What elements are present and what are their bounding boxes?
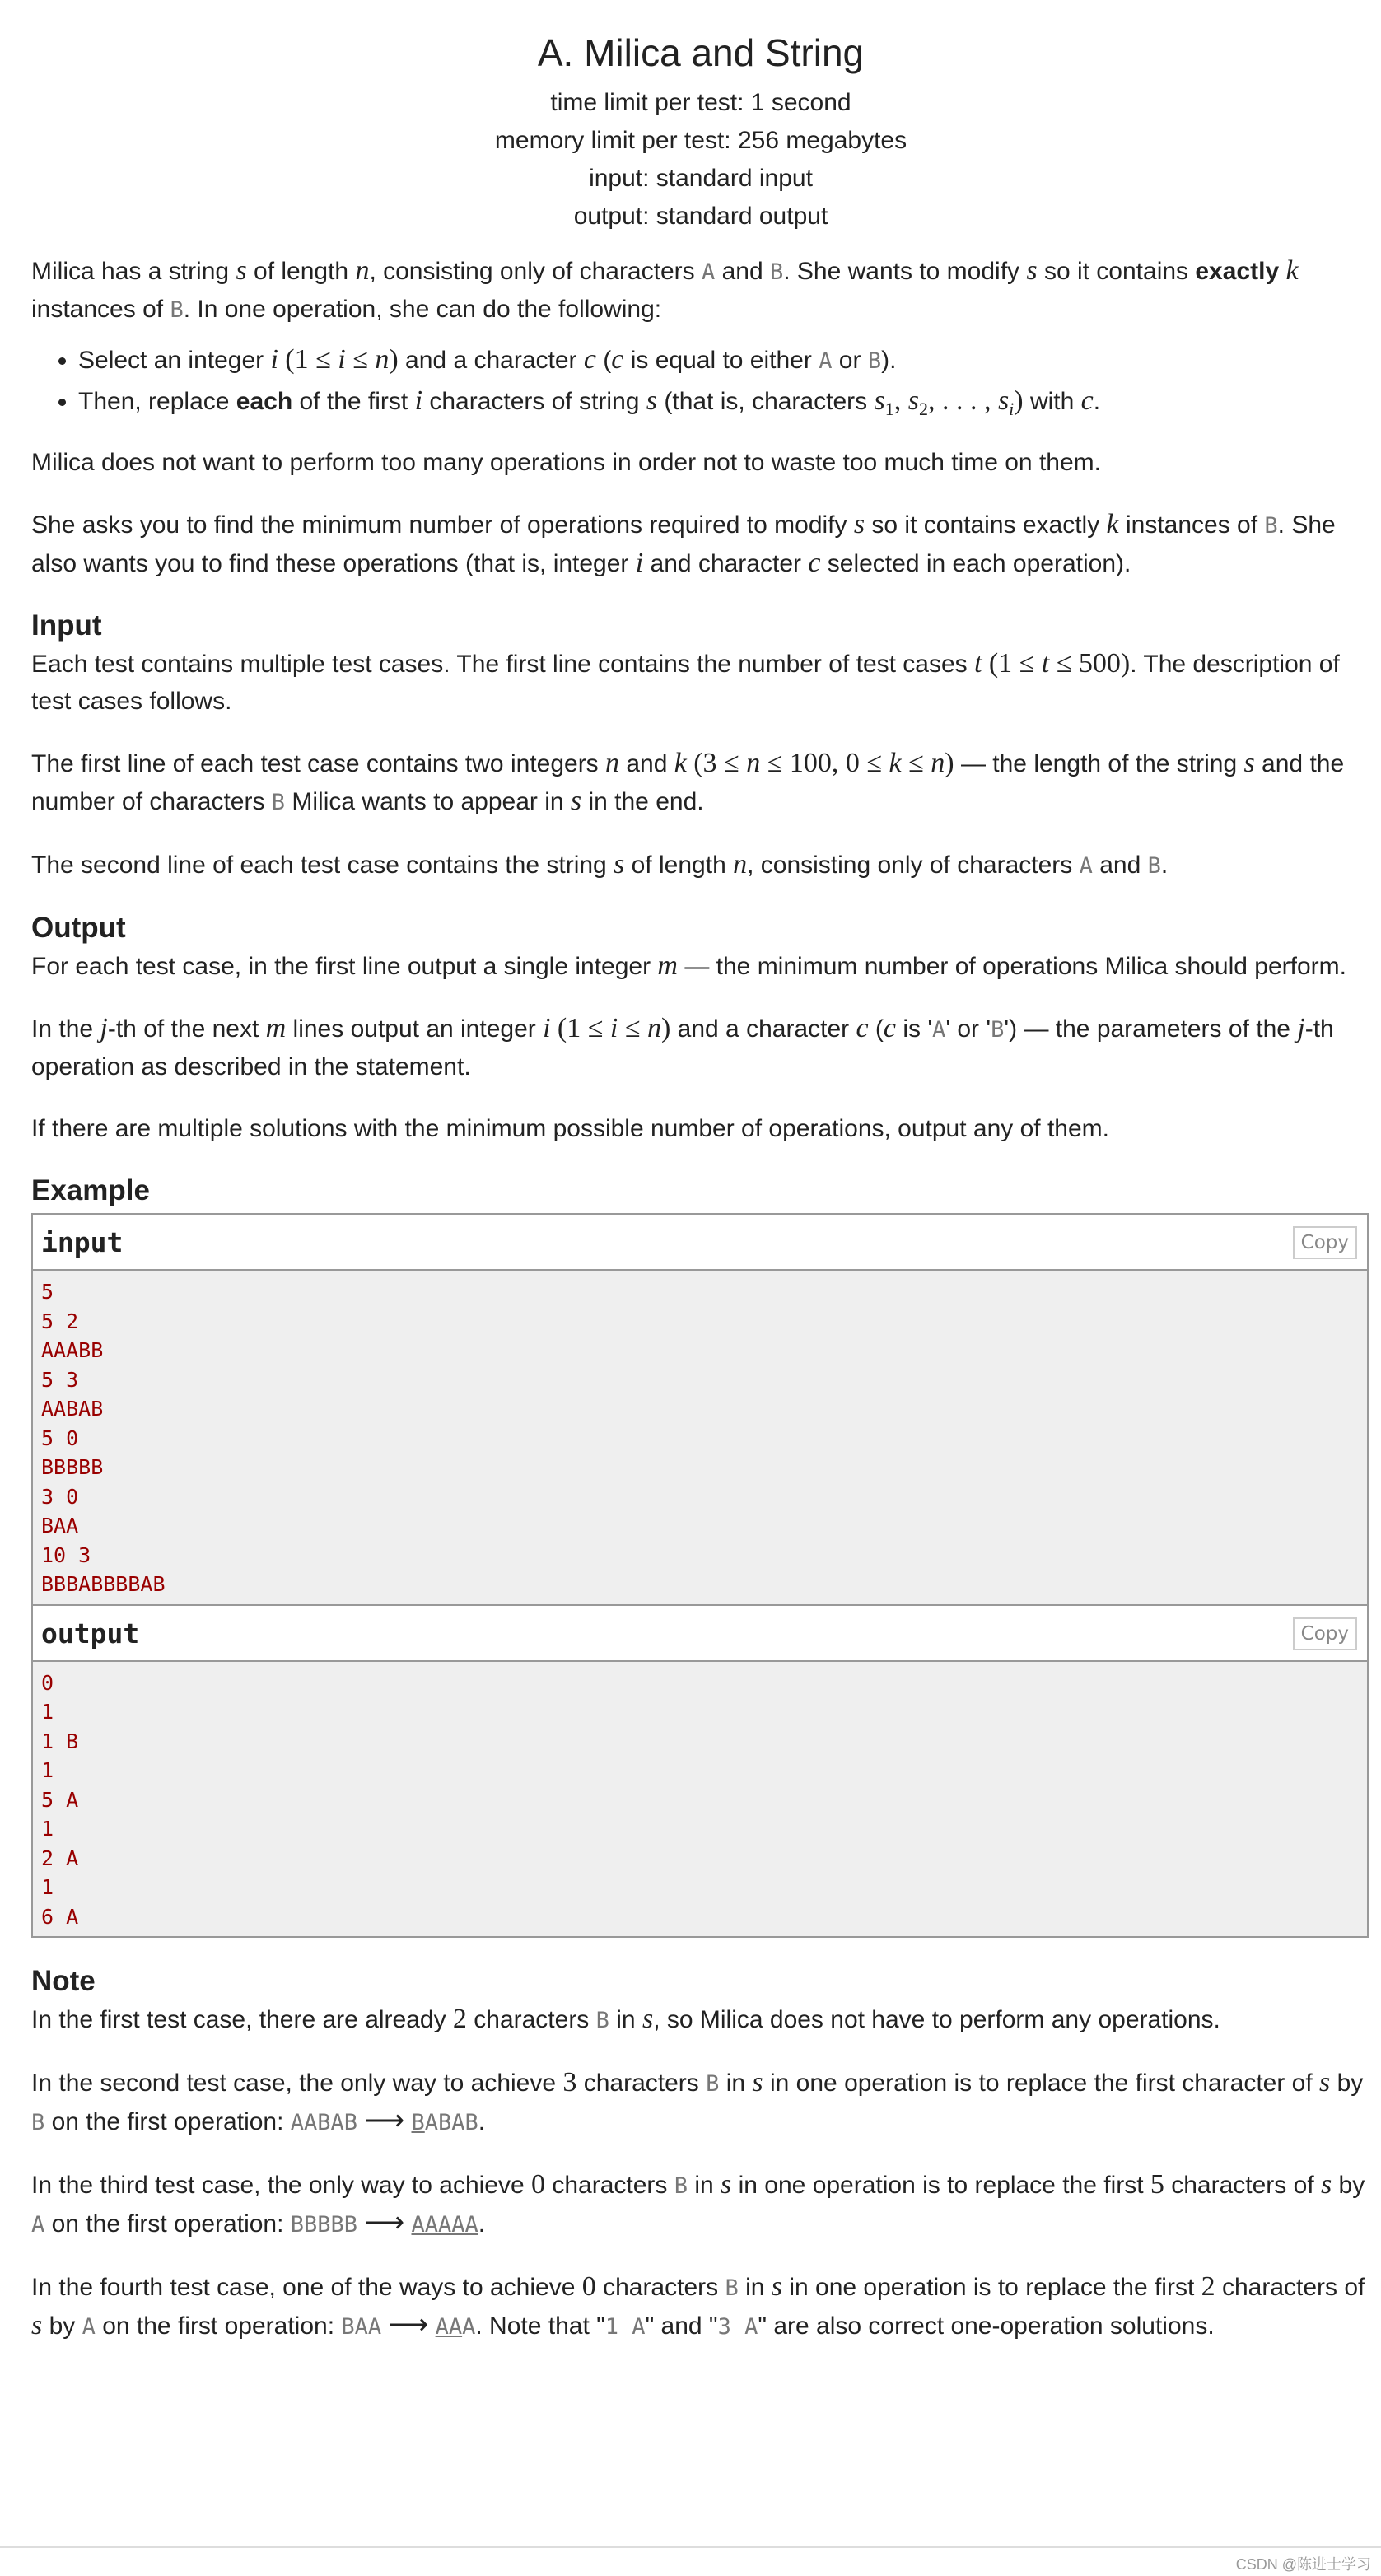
example-input-label: input <box>41 1226 124 1258</box>
problem-limits <box>31 84 1370 236</box>
example-line: 5 <box>41 1280 54 1304</box>
example-box <box>31 1213 1369 1938</box>
example-line: 5 3 <box>41 1367 79 1392</box>
output-paragraph-2: In the j-th of the next m lines output an integer i (1 ≤ i ≤ n) and a character c (c is 'A' or 'B') — the parameters of the j-th operation as described in the statement. <box>31 1013 1334 1080</box>
input-paragraph-1: Each test contains multiple test cases. The first line contains the number of test cases t (1 ≤ t ≤ 500). The description of test cases follows. <box>31 648 1340 715</box>
example-line: BBBBB <box>41 1455 104 1479</box>
example-line: 2 A <box>41 1846 79 1870</box>
list-item: • Then, replace each of the first i characters of string s (that is, characters $s_1$, $s_2$, . . . , $s_i$) with c. <box>78 381 1370 429</box>
example-output-header <box>33 1604 1367 1662</box>
example-line: BBBABBBBAB <box>41 1572 166 1596</box>
example-line: 1 <box>41 1700 54 1724</box>
note-paragraph-2: In the second test case, the only way to achieve 3 characters B in s in one operation is to replace the first character of s by B on the first operation: AABAB ⟶ BABAB. <box>31 2067 1364 2136</box>
input-paragraph-2: The first line of each test case contains two integers n and k (3 ≤ n ≤ 100, 0 ≤ k ≤ n) — the length of the string s and the number of characters B Milica wants to appear in s in the end. <box>31 748 1345 816</box>
legend-paragraph-2: Milica does not want to perform too many operations in order not to waste too much time on them. <box>31 449 1101 476</box>
problem-statement <box>31 0 1370 2345</box>
example-input-text[interactable] <box>33 1271 1367 1604</box>
legend-paragraph-3: She asks you to find the minimum number of operations required to modify s so it contains exactly k instances of B. She also wants you to find these operations (that is, integer i and character c selected in each operation). <box>31 509 1336 578</box>
example-line: 1 <box>41 1758 54 1782</box>
example-output-label: output <box>41 1617 140 1650</box>
example-heading: Example <box>31 1174 150 1206</box>
watermark: CSDN @陈进士学习 <box>1235 2556 1371 2573</box>
legend-paragraph-1: Milica has a string s of length n, consisting only of characters A and B. She wants to modify s so it contains exactly k instances of B. In one operation, she can do the following: <box>31 255 1299 323</box>
problem-header <box>31 28 1370 236</box>
time-limit: time limit per test: 1 second <box>550 89 851 116</box>
example-line: 6 A <box>41 1904 79 1929</box>
output-paragraph-1: For each test case, in the first line output a single integer m — the minimum number of operations Milica should perform. <box>31 950 1346 981</box>
list-item: • Select an integer i (1 ≤ i ≤ n) and a character c (c is equal to either A or B). <box>78 340 1370 381</box>
note-paragraph-4: In the fourth test case, one of the ways to achieve 0 characters B in s in one operation is to replace the first 2 characters of s by A on the first operation: BAA ⟶ AAA. Note that "1 A" and "3 A" are also correct one-operation solutions. <box>31 2271 1365 2340</box>
output-heading: Output <box>31 912 126 944</box>
input-source: input: standard input <box>589 165 813 192</box>
note-paragraph-3: In the third test case, the only way to achieve 0 characters B in s in one operation is to replace the first 5 characters of s by A on the first operation: BBBBB ⟶ AAAAA. <box>31 2169 1365 2238</box>
problem-title: A. Milica and String <box>537 31 865 74</box>
copy-input-button[interactable]: Copy <box>1293 1226 1357 1259</box>
example-line: 1 <box>41 1875 54 1899</box>
example-line: 1 B <box>41 1729 79 1753</box>
example-line: 3 0 <box>41 1484 79 1509</box>
input-heading: Input <box>31 609 102 642</box>
note-heading: Note <box>31 1965 96 1997</box>
example-line: 5 0 <box>41 1426 79 1450</box>
example-line: 0 <box>41 1670 54 1695</box>
example-line: AABAB <box>41 1397 104 1421</box>
example-line: 5 A <box>41 1787 79 1812</box>
operation-list <box>31 340 1370 429</box>
memory-limit: memory limit per test: 256 megabytes <box>494 127 907 154</box>
page-footer <box>0 2546 1381 2576</box>
example-output-text[interactable] <box>33 1662 1367 1937</box>
copy-output-button[interactable]: Copy <box>1293 1617 1357 1650</box>
example-line: 10 3 <box>41 1542 91 1567</box>
note-paragraph-1: In the first test case, there are already 2 characters B in s, so Milica does not have to perform any operations. <box>31 2004 1220 2034</box>
example-line: AAABB <box>41 1338 104 1362</box>
input-specification <box>31 607 1370 884</box>
output-destination: output: standard output <box>573 203 828 230</box>
output-paragraph-3: If there are multiple solutions with the minimum possible number of operations, output any of them. <box>31 1115 1109 1142</box>
output-specification <box>31 909 1370 1147</box>
sample-tests <box>31 1172 1370 1938</box>
example-line: 5 2 <box>41 1309 79 1333</box>
example-input-header <box>33 1215 1367 1271</box>
legend <box>31 252 1370 582</box>
input-paragraph-3: The second line of each test case contains the string s of length n, consisting only of characters A and B. <box>31 849 1169 880</box>
example-line: BAA <box>41 1514 79 1538</box>
note-section <box>31 1962 1370 2345</box>
example-line: 1 <box>41 1817 54 1841</box>
